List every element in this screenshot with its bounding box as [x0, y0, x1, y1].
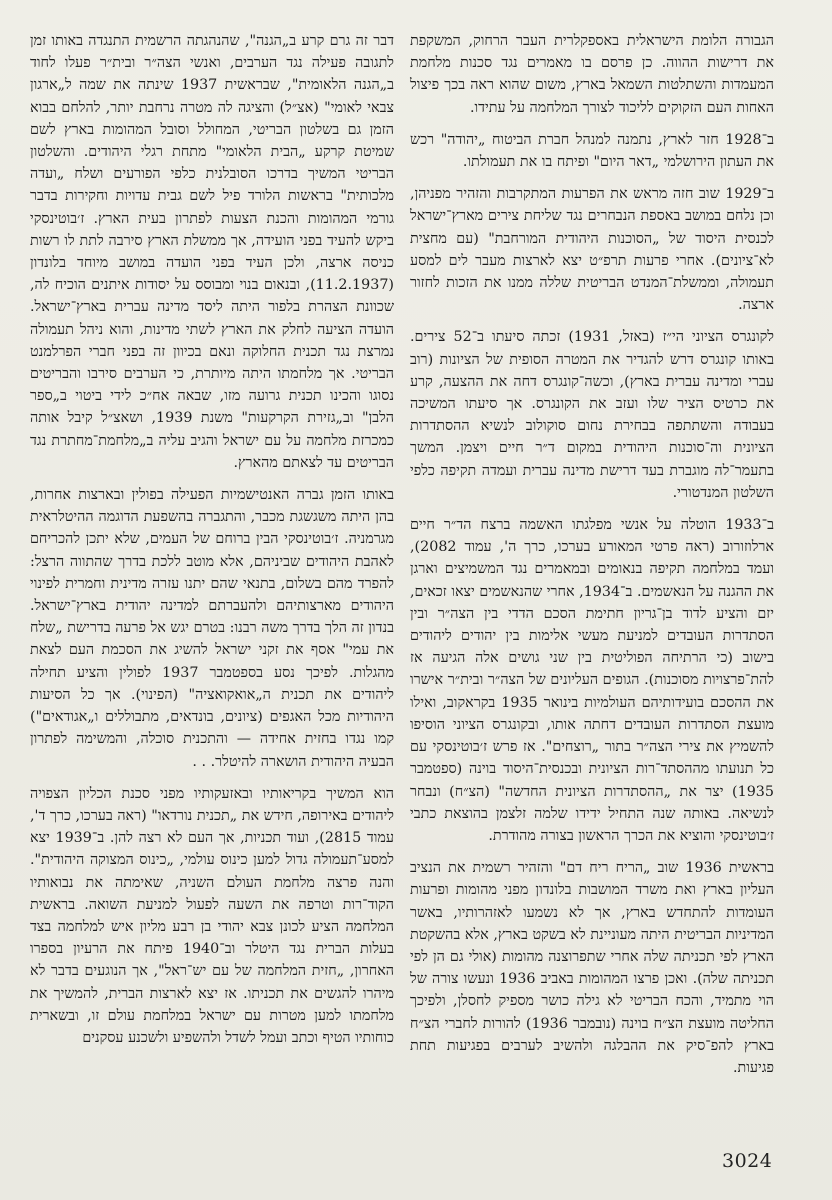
paragraph: ב־1929 שוב חזה מראש את הפרעות המתקרבות והזהיר מפניהן, וכן נלחם במושב באספת הנבחרים נגד שליחת צירים מארץ־ישראל לכנסית היסוד של „הסוכנות היהודית המורחבת" (עם מחצית לא־ציונים). אחרי פרעות תרפ״ט יצא לארצות מעבר לים למסע תעמולה, וממשלת־המנדט הבריטית שללה ממנו את הזכות לחזור ארצה. — [410, 186, 774, 314]
paragraph: ב־1933 הוטלה על אנשי מפלגתו האשמה ברצח הד״ר חיים ארלוזורוב (ראה פרטי המאורע בערכו, כרך ה', עמוד 2082), ועמד במלחמה תקיפה בנאומים ובמאמרים נגד המשמיצים וארגן את ההגנה על הנאשמים. ב־1934, אחרי שהנאשמים יצאו זכאים, יזם והציע לדוד בן־גריון חתימת הסכם הדדי בין הצה״ר ובין הסתדרות העובדים למניעת מעשי אלימות בין יהודים ליהודים בישוב (כי הרתיחה הפוליטית בין שני גושים אלה הגיעה אז להת־פרצויות מסוכנות). הגופים העליונים של הצה״ר ובית״ר אישרו את ההסכם בועידותיהם העולמיות בינואר 1935 בקראקוב, ואילו מועצת הסתדרות העובדים דחתה אותו, ובקונגרס הציוני הוסיפו להשמיץ את צירי הצה״ר בתור „רוצחים". אז פרש ז׳בוטינסקי עם כל תנועתו מההסתד־רות הציונית ובכנסית־היסוד בוינה (ספטמבר 1935) יצר את „ההסתדרות הציונית החדשה" (הצ״ח) ונבחר לנשיאה. באותה שנה התחיל ידידו שלמה זלצמן בהוצאת כתבי ז׳בוטינסקי והוציא את הכרך הראשון בצורה מהודרת. — [410, 517, 774, 844]
paragraph: ב־1928 חזר לארץ, נתמנה למנהל חברת הביטוח „יהודה" רכש את העתון הירושלמי „דאר היום" ופיתח בו את תעמולתו. — [410, 131, 774, 171]
right-text-column — [410, 30, 774, 1081]
paragraph: דבר זה גרם קרע ב„הגנה", שהנהגתה הרשמית התנגדה באותו זמן לתגובה פעילה נגד הערבים, ואנשי הצה״ר ובית״ר פעלו לחוד ב„הגנה הלאומית", שבראשית 1937 שינתה את שמה ל„ארגון צבאי לאומי" (אצ״ל) והציגה לה מטרה נרחבת יותר, להלחם בבוא הזמן גם בשלטון הבריטי, המחולל וסובל המהומות בארץ לשם שמיטת קרקע „הבית הלאומי" מתחת רגלי היהודים. והשלטון הבריטי המשיך בדרכו הסובלנית כלפי הפורעים ושלח „ועדה מלכותית" בראשות הלורד פיל לשם גבית עדויות וחקירות בדבר גורמי המהומות והכנת הצעות לפתרון בעית הארץ. ז׳בוטינסקי ביקש להעיד בפני הועידה, אך ממשלת הארץ סירבה לתת לו רשות כניסה ארצה, ולכן העיד בפני הועדה במושב מיוחד בלונדון (11.2.1937), ובנאום בנוי ומבוסס על יסודות איתנים הוכיח לה, שכוונת הצהרת בלפור היתה ליסד מדינה עברית בארץ־ישראל. הועדה הציעה לחלק את הארץ לשתי מדינות, והוא ניהל תעמולה נמרצת נגד תכנית החלוקה ונאם בכיוון זה בפני חברי הפרלמנט הבריטי. אך מלחמתו היתה מיותרת, כי הערבים סירבו והבריטים נסוגו והכינו תכנית גרועה מזו, שבאה אח״כ לידי ביטוי ב„ספר הלבן" וב„גזירת הקרקעות" משנת 1939, ושאצ״ל קיבל אותה כמכרזת מלחמה על עם ישראל והגיב עליה ב„מלחמת־מחתרת נגד הבריטים עד לצאתם מהארץ. — [30, 33, 394, 471]
left-text-column — [30, 30, 394, 1051]
paragraph: באותו הזמן גברה האנטישמיות הפעילה בפולין ובארצות אחרות, בהן היתה משגשגת מכבר, והתגברה בהשפעת הדוגמה ההיטלראית מגרמניה. ז׳בוטינסקי הבין ברוחם של העמים, שלא יתכן להכריחם לאהבת היהודים שביניהם, אלא מוטב ללכת בדרך שהתווה הרצל: להפרד מהם בשלום, בתנאי שהם יתנו עזרה מדינית וחמרית לפינוי היהודים מארצותיהם ולהעברתם למדינה יהודית בארץ־ישראל. בנדון זה הלך בדרך משה רבנו: בטרם יגש אל פרעה בדרישת „שלח את עמי" אסף את זקני ישראל להשיג את הסכמת העם לצאת מהגלות. לפיכך נסע בספטמבר 1937 לפולין והציע תחילה ליהודים את תכנית ה„אואקואציה" (הפינוי). אך כל הסיעות היהודיות מכל האגפים (ציונים, בונדאים, מתבוללים ו„אגודאים") קמו נגדו בחזית אחידה — והתכנית סוכלה, והמשימה לפתרון הבעיה היהודית הושארה להיטלר. . . — [30, 487, 394, 770]
paragraph: הגבורה הלומת הישראלית באספקלרית העבר הרחוק, המשקפת את דרישות ההווה. כן פרסם בו מאמרים נגד סכנות מלחמת המעמדות והשתלטות השמאל בארץ, משום שהוא ראה בכך פיצול האחות העם הזקוקים לליכוד לצורך המלחמה על עתידו. — [410, 33, 774, 116]
paragraph: לקונגרס הציוני הי״ז (באזל, 1931) זכתה סיעתו ב־52 צירים. באותו קונגרס דרש להגדיר את המטרה הסופית של הציונות (רוב עברי ומדינה עברית בארץ), וכשה־קונגרס דחה את ההצעה, קרע את כרטיס הציר שלו ועזב את הקונגרס. אך סיעתו המשיכה בעבודה והשתתפה בבחירת נחום סוקולוב לנשיא ההסתדרות הציונית וה־סוכנות היהודית במקום ד״ר חיים ויצמן. המשך בתעמר־לה מוגברת בעד דרישת מדינה עברית ועמדה תקיפה כלפי השלטון המנדטורי. — [410, 329, 774, 501]
paragraph: בראשית 1936 שוב „הריח ריח דם" והזהיר רשמית את הנציב העליון בארץ ואת משרד המושבות בלונדון מפני מהומות ופרעות העומדות להתחדש בארץ, אך לא נשמעו לאזהרותיו, באשר המדיניות הבריטית היתה מעוניינת לא בשקט בארץ, אלא בהשקטת הארץ לפי תכניתה שלה אחרי שתפרוצנה מהומות (אולי גם הן לפי תכניתה שלה). ואכן פרצו המהומות באביב 1936 ונעשו צורה של הוי מתמיד, והכח הבריטי לא גילה כושר מספיק לחסלן, ולפיכך החליטה מועצת הצ״ח בוינה (נובמבר 1936) להורות לחברי הצ״ח בארץ להפ־סיק את ההבלגה ולהשיב לערבים בפגיעות תחת פגיעות. — [410, 860, 774, 1076]
paragraph: הוא המשיך בקריאותיו ובאזעקותיו מפני סכנת הכליון הצפויה ליהודים באירופה, חידש את „תכנית נורדאו" (ראה בערכו, כרך ד', עמוד 2815), ועוד תכניות, אך העם לא רצה להן. ב־1939 יצא למסע־תעמולה גדול למען כינוס עולמי, „כינוס המצוקה היהודית". והנה פרצה מלחמת העולם השניה, שאימתה את נבואותיו הקוד־רות וטרפה את השעה לפעול למניעת השואה. בראשית המלחמה הציע לכונן צבא יהודי בן רבע מליון איש למלחמה בצד בעלות הברית נגד היטלר וב־1940 פיתח את הרעיון בספרו האחרון, „חזית המלחמה של עם יש־ראל", אך הנוגעים בדבר לא מיהרו להגשים את תכניתו. אז יצא לארצות הברית, להמשיך את מלחמתו למען מטרות עם ישראל במלחמת עולם זו, ובשארית כוחותיו הטיף וכתב ועמל לשדל ולהשפיע ולשכנע עסקנים — [30, 785, 394, 1046]
page-number: 3024 — [722, 1150, 773, 1172]
